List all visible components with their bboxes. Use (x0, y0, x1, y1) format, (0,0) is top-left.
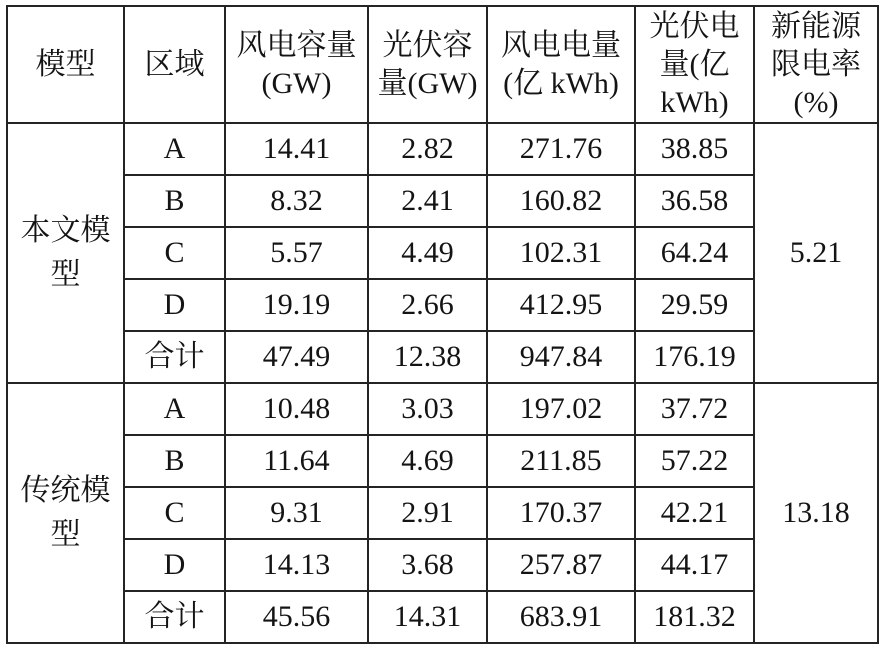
region-cell: A (124, 123, 225, 175)
curtailment-cell: 13.18 (754, 383, 878, 643)
pv-energy-cell: 57.22 (635, 435, 754, 487)
wind-capacity-cell: 14.13 (225, 539, 368, 591)
pv-capacity-cell: 3.03 (368, 383, 487, 435)
pv-capacity-cell: 14.31 (368, 591, 487, 643)
table-row (7, 539, 878, 591)
pv-capacity-cell: 12.38 (368, 331, 487, 383)
header-model: 模型 (7, 6, 124, 123)
pv-energy-cell: 29.59 (635, 279, 754, 331)
region-cell: B (124, 175, 225, 227)
table-row-total (7, 331, 878, 383)
wind-capacity-cell: 47.49 (225, 331, 368, 383)
pv-capacity-cell: 2.41 (368, 175, 487, 227)
pv-capacity-cell: 4.69 (368, 435, 487, 487)
wind-energy-cell: 211.85 (487, 435, 635, 487)
pv-energy-cell: 36.58 (635, 175, 754, 227)
table-row (7, 123, 878, 175)
wind-capacity-cell: 45.56 (225, 591, 368, 643)
header-pv-energy: 光伏电量(亿 kWh) (635, 6, 754, 123)
wind-capacity-cell: 10.48 (225, 383, 368, 435)
model-cell: 传统模型 (7, 383, 124, 643)
region-cell: C (124, 227, 225, 279)
pv-energy-cell: 181.32 (635, 591, 754, 643)
pv-energy-cell: 44.17 (635, 539, 754, 591)
pv-capacity-cell: 3.68 (368, 539, 487, 591)
table-row (7, 487, 878, 539)
wind-energy-cell: 683.91 (487, 591, 635, 643)
table-row (7, 435, 878, 487)
pv-capacity-cell: 2.82 (368, 123, 487, 175)
pv-capacity-cell: 2.66 (368, 279, 487, 331)
wind-capacity-cell: 14.41 (225, 123, 368, 175)
pv-energy-cell: 38.85 (635, 123, 754, 175)
header-wind-energy: 风电电量(亿 kWh) (487, 6, 635, 123)
region-cell: D (124, 279, 225, 331)
wind-energy-cell: 257.87 (487, 539, 635, 591)
table-row (7, 227, 878, 279)
table-row (7, 383, 878, 435)
region-cell: 合计 (124, 591, 225, 643)
wind-capacity-cell: 11.64 (225, 435, 368, 487)
wind-energy-cell: 197.02 (487, 383, 635, 435)
wind-energy-cell: 947.84 (487, 331, 635, 383)
region-cell: D (124, 539, 225, 591)
header-region: 区域 (124, 6, 225, 123)
region-cell: C (124, 487, 225, 539)
header-curtailment-rate: 新能源限电率(%) (754, 6, 878, 123)
region-cell: 合计 (124, 331, 225, 383)
pv-energy-cell: 64.24 (635, 227, 754, 279)
region-cell: B (124, 435, 225, 487)
pv-energy-cell: 176.19 (635, 331, 754, 383)
wind-energy-cell: 271.76 (487, 123, 635, 175)
table-row-total (7, 591, 878, 643)
header-pv-capacity: 光伏容量(GW) (368, 6, 487, 123)
wind-energy-cell: 412.95 (487, 279, 635, 331)
table-row (7, 175, 878, 227)
wind-capacity-cell: 9.31 (225, 487, 368, 539)
pv-energy-cell: 42.21 (635, 487, 754, 539)
header-wind-capacity: 风电容量(GW) (225, 6, 368, 123)
wind-energy-cell: 170.37 (487, 487, 635, 539)
pv-capacity-cell: 4.49 (368, 227, 487, 279)
pv-energy-cell: 37.72 (635, 383, 754, 435)
wind-energy-cell: 102.31 (487, 227, 635, 279)
wind-energy-cell: 160.82 (487, 175, 635, 227)
wind-capacity-cell: 5.57 (225, 227, 368, 279)
header-row (7, 6, 878, 123)
pv-capacity-cell: 2.91 (368, 487, 487, 539)
table-row (7, 279, 878, 331)
curtailment-cell: 5.21 (754, 123, 878, 383)
model-cell: 本文模型 (7, 123, 124, 383)
wind-capacity-cell: 19.19 (225, 279, 368, 331)
region-cell: A (124, 383, 225, 435)
results-table (6, 5, 879, 644)
wind-capacity-cell: 8.32 (225, 175, 368, 227)
